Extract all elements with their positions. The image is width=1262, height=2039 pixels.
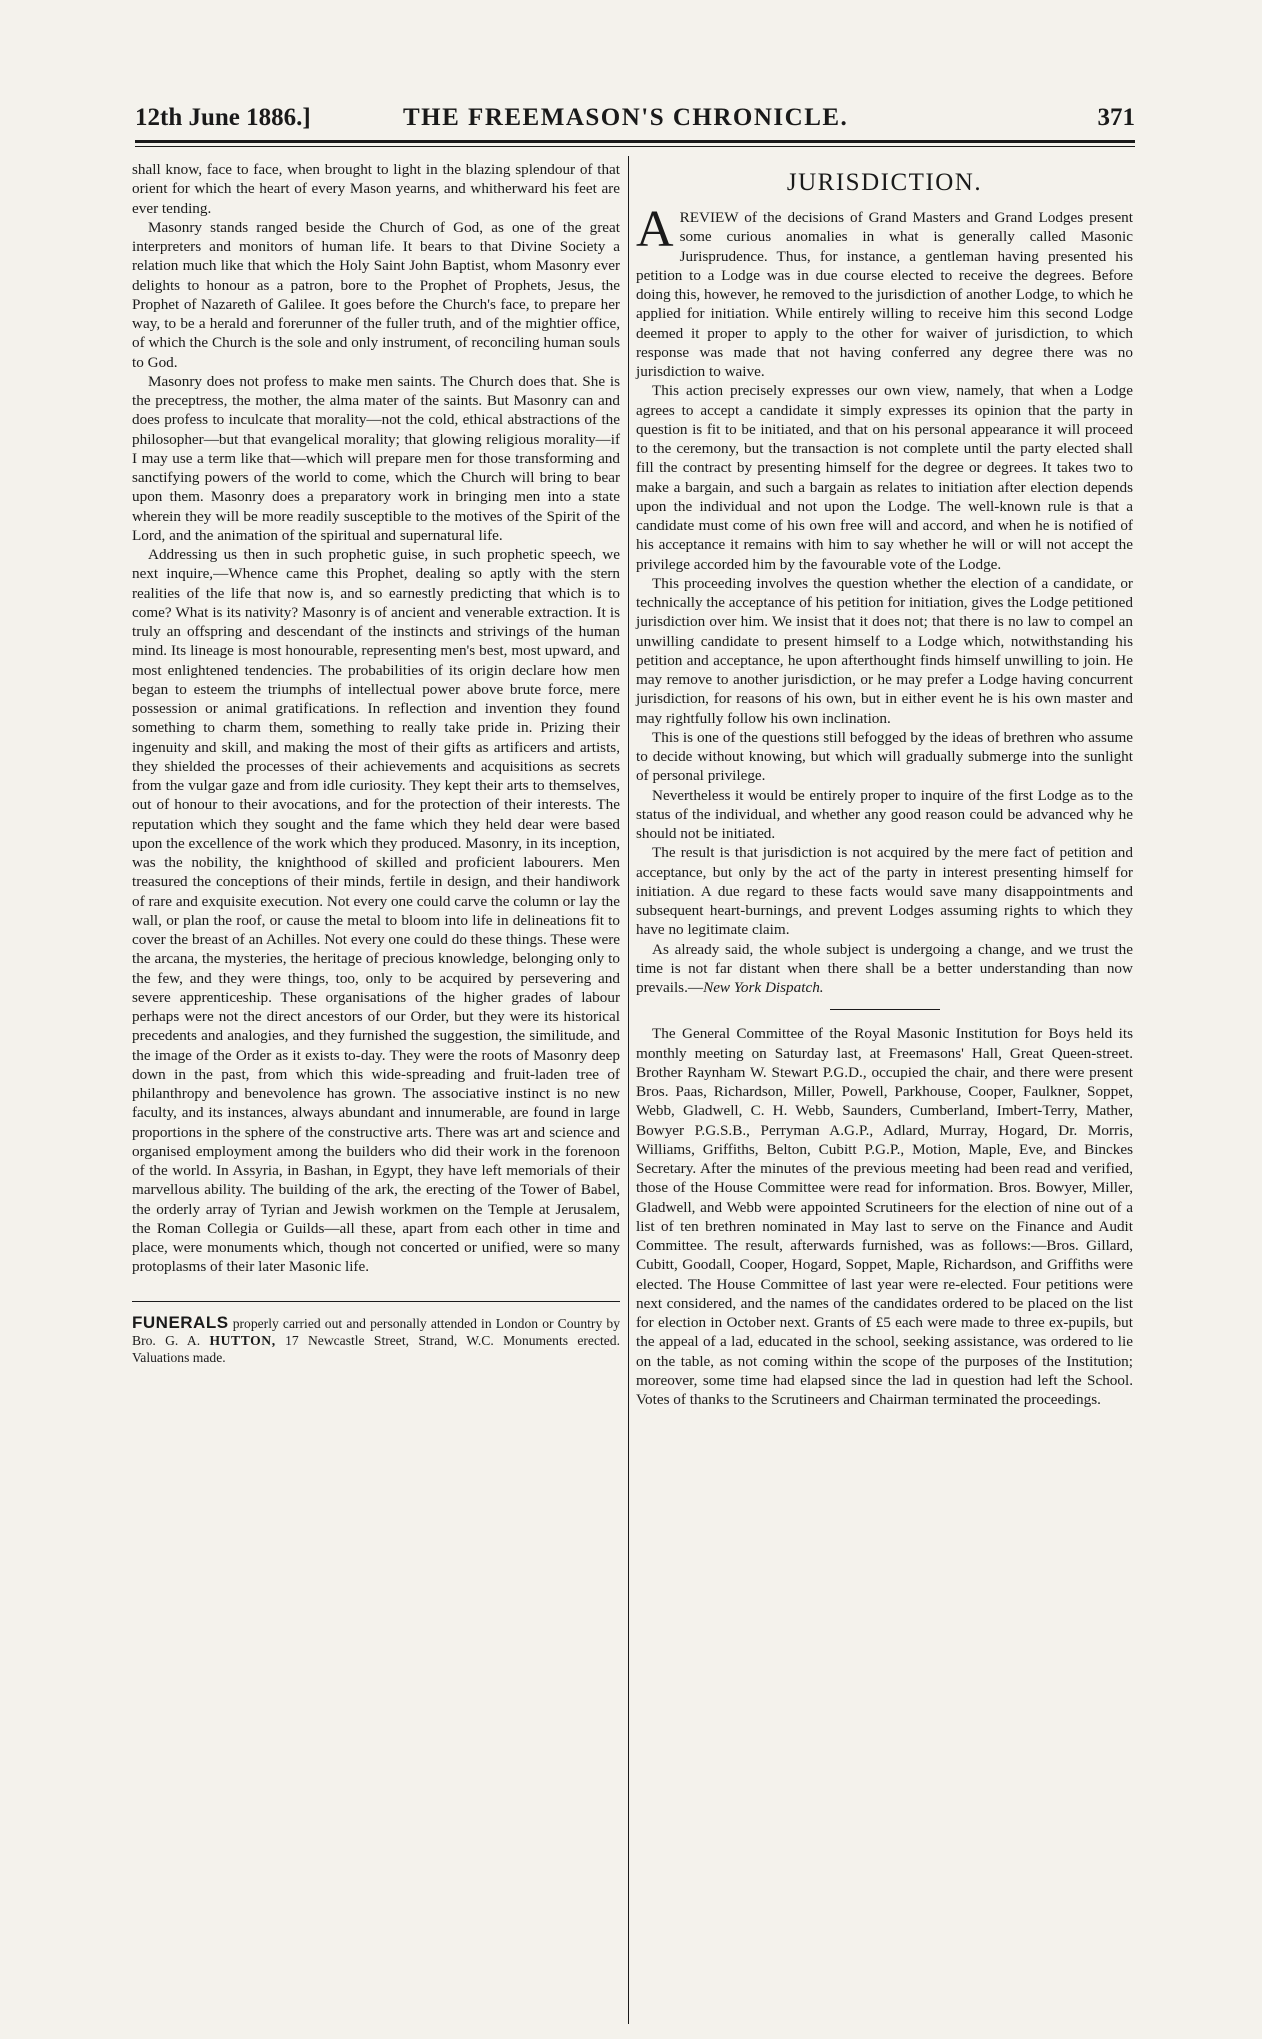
article-end-rule — [830, 1009, 940, 1010]
publication-title: THE FREEMASON'S CHRONICLE. — [403, 104, 849, 131]
right-paragraph-2: This action precisely expresses our own view, namely, that when a Lodge agrees to accept a candidate it simply expresses its opinion that the party in question is fit to be initiated, and that on his personal appearance it will proceed to the ceremony, but the transaction is not complete until the party elected shall fill the contract by presenting himself for the degree or degrees. It takes two to make a bargain, and such a bargain as relates to initiation after election depends upon the individual and not upon the Lodge. The well-known rule is that a candidate must come of his own free will and accord, and when he is notified of his acceptance it remains with him to say whether he will or will not accept the privilege accorded him by the favourable vote of the Lodge. — [636, 382, 1133, 573]
funerals-advert — [132, 1314, 620, 1366]
page-header — [135, 104, 1135, 140]
left-paragraph-1: shall know, face to face, when brought to light in the blazing splendour of that orient for which the heart of every Mason yearns, and whitherward his feet are ever tending. — [132, 161, 620, 217]
page-number: 371 — [1097, 104, 1135, 131]
right-paragraph-1-text: REVIEW of the decisions of Grand Masters and Grand Lodges present some curious anomalies in what is generally called Masonic Jurisprudence. Thus, for instance, a gentleman having presented his petition to a Lodge was in due course elected to receive the degrees. Before doing this, however, he removed to the jurisdiction of another Lodge, to which he applied for initiation. While entirely willing to receive him this second Lodge deemed it proper to apply to the other for waiver of jurisdiction, to which response was made that not having conferred any degree there was no jurisdiction to waive. — [636, 209, 1133, 380]
header-rule-thin — [135, 146, 1135, 147]
column-divider — [628, 156, 629, 2024]
left-paragraph-2: Masonry stands ranged beside the Church of God, as one of the great interpreters and monitors of human life. It bears to that Divine Society a relation much like that which the Holy Saint John Baptist, whom Masonry ever delights to honour as a patron, bore to the Prophet of Prophets, Jesus, the Prophet of Nazareth of Galilee. It goes before the Church's face, to prepare her way, to be a herald and forerunner of the fuller truth, and of the mightier office, of which the Church is the sole and only instrument, of reconciling human souls to God. — [132, 218, 620, 371]
right-paragraph-4: This is one of the questions still befogged by the ideas of brethren who assume to decide without knowing, but which will gradually submerge into the sunlight of personal privilege. — [636, 728, 1133, 785]
issue-date: 12th June 1886.] — [135, 104, 311, 131]
right-paragraph-3: This proceeding involves the question whether the election of a candidate, or technically the acceptance of his petition for initiation, gives the Lodge petitioned jurisdiction over him. We insist that it does not; that there is no law to compel an unwilling candidate to present himself to a Lodge which, notwithstanding his petition and acceptance, he upon afterthought finds himself unwilling to join. He may remove to another jurisdiction, or he may prefer a Lodge having concurrent jurisdiction, for reasons of his own, but in either event he is his own master and may rightfully follow his own inclination. — [636, 574, 1133, 727]
right-paragraph-1 — [636, 201, 1133, 381]
left-paragraph-3: Masonry does not profess to make men saints. The Church does that. She is the preceptress, the mother, the alma mater of the saints. But Masonry can and does profess to inculcate that morality—not the cold, ethical abstractions of the philosopher—but that evangelical morality; that glowing religious morality—if I may use a term like that—which will prepare men for those transforming and sanctifying powers of the world to come, which the Church will bring to bear upon them. Masonry does a preparatory work in bringing men into a state wherein they will be more readily susceptible to the motives of the Spirit of the Lord, and the animation of the spiritual and supernatural life. — [132, 372, 620, 544]
advert-heading: FUNERALS — [132, 1312, 229, 1332]
left-column — [132, 160, 620, 1366]
advert-text-2: 17 Newcastle Street, Strand, W.C. Monuments erected. Valuations made. — [132, 1332, 620, 1365]
advert-rule — [132, 1301, 620, 1302]
drop-cap: A — [636, 201, 674, 258]
right-paragraph-6: The result is that jurisdiction is not acquired by the mere fact of petition and acceptance, but only by the act of the party in interest presenting himself for initiation. A due regard to these facts would save many disappointments and subsequent heart-burnings, and prevent Lodges assuming rights to which they have no legitimate claim. — [636, 844, 1133, 939]
source-credit: New York Dispatch. — [703, 979, 824, 996]
article-title: JURISDICTION. — [786, 169, 983, 196]
advert-name: HUTTON, — [209, 1332, 276, 1348]
advert-text-1: properly carried out and personally attended in London or Country by Bro. G. A. — [132, 1315, 620, 1348]
right-paragraph-5: Nevertheless it would be entirely proper to inquire of the first Lodge as to the status of the individual, and whether any good reason could be advanced why he should not be initiated. — [636, 786, 1133, 842]
committee-paragraph: The General Committee of the Royal Masonic Institution for Boys held its monthly meeting on Saturday last, at Freemasons' Hall, Great Queen-street. Brother Raynham W. Stewart P.G.D., occupied the chair, and there were present Bros. Paas, Richardson, Miller, Powell, Parkhouse, Cooper, Faulkner, Soppet, Webb, Gladwell, C. H. Webb, Saunders, Cumberland, Imbert-Terry, Mather, Bowyer P.G.S.B., Perryman A.G.P., Adlard, Murray, Hogard, Dr. Morris, Williams, Griffiths, Belton, Cubitt P.G.P., Motion, Maple, Eve, and Binckes Secretary. After the minutes of the previous meeting had been read and verified, those of the House Committee were read for information. Bros. Bowyer, Miller, Gladwell, and Webb were appointed Scrutineers for the election of nine out of a list of ten brethren nominated in May last to serve on the Finance and Audit Committee. The result, afterwards furnished, was as follows:—Bros. Gillard, Cubitt, Goodall, Cooper, Hogard, Soppet, Maple, Richardson, and Griffiths were elected. The House Committee of last year were re-elected. Four petitions were next considered, and the names of the candidates ordered to be placed on the list for election in October next. Grants of £5 each were made to three ex-pupils, but the appeal of a lad, educated in the school, seeking assistance, was ordered to lie on the table, as not coming within the scope of the purposes of the Institution; moreover, some time had elapsed since the lad in question had left the School. Votes of thanks to the Scrutineers and Chairman terminated the proceedings. — [636, 1025, 1133, 1408]
right-paragraph-7 — [636, 940, 1133, 998]
right-column — [636, 160, 1133, 1409]
header-rule-thick — [135, 140, 1135, 143]
left-paragraph-4: Addressing us then in such prophetic guise, in such prophetic speech, we next inquire,—Whence came this Prophet, dealing so aptly with the stern realities of the life that now is, and so earnestly predicting that which is to come? What is its nativity? Masonry is of ancient and venerable extraction. It is truly an offspring and descendant of the instincts and strivings of the human mind. Its lineage is most honourable, representing men's best, most upward, and most enlightened tendencies. The probabilities of its origin declare how men began to esteem the triumphs of intellectual power above brute force, mere possession or animal gratifications. In reflection and invention they found something to charm them, something to really take pride in. Prizing their ingenuity and skill, and making the most of their gifts as artificers and artists, they shielded the processes of their achievements and acquisitions as secrets from the vulgar gaze and from idle curiosity. They kept their arts to themselves, out of honour to their avocations, and for the protection of their interests. The reputation which they sought and the fame which they held dear were based upon the excellence of the work which they produced. Masonry, in its inception, was the nobility, the knighthood of skilled and proficient labourers. Men treasured the conceptions of their minds, fertile in design, and their handiwork of rare and exquisite execution. Not every one could carve the column or lay the wall, or plan the roof, or cause the metal to bloom into life in delineations fit to cover the breast of an Achilles. Not every one could do these things. These were the arcana, the mysteries, the heritage of precious knowledge, belonging only to the few, and they were things, too, only to be acquired by persevering and severe apprenticeship. These organisations of the higher grades of labour perhaps were not the direct ancestors of our Order, but they were its historical precedents and analogies, and they furnished the suggestion, the similitude, and the image of the Order as it exists to-day. They were the roots of Masonry deep down in the past, from which this wide-spreading and fruit-laden tree of philanthropy and benevolence has grown. The associative instinct is no new faculty, and its instances, always abundant and innumerable, are found in large proportions in the sphere of the constructive arts. There was art and science and organised employment among the builders who did their work in the forenoon of the world. In Assyria, in Bashan, in Egypt, they have left memorials of their marvellous ability. The building of the ark, the erecting of the Tower of Babel, the orderly array of Tyrian and Jewish workmen on the Temple at Jerusalem, the Roman Collegia or Guilds—all these, apart from each other in time and place, were monuments which, though not concerted or unified, were so many protoplasms of their later Masonic life. — [132, 546, 620, 1276]
right-paragraph-7-text: As already said, the whole subject is undergoing a change, and we trust the time is not far distant when there shall be a better understanding than now prevails.— — [636, 940, 1133, 996]
